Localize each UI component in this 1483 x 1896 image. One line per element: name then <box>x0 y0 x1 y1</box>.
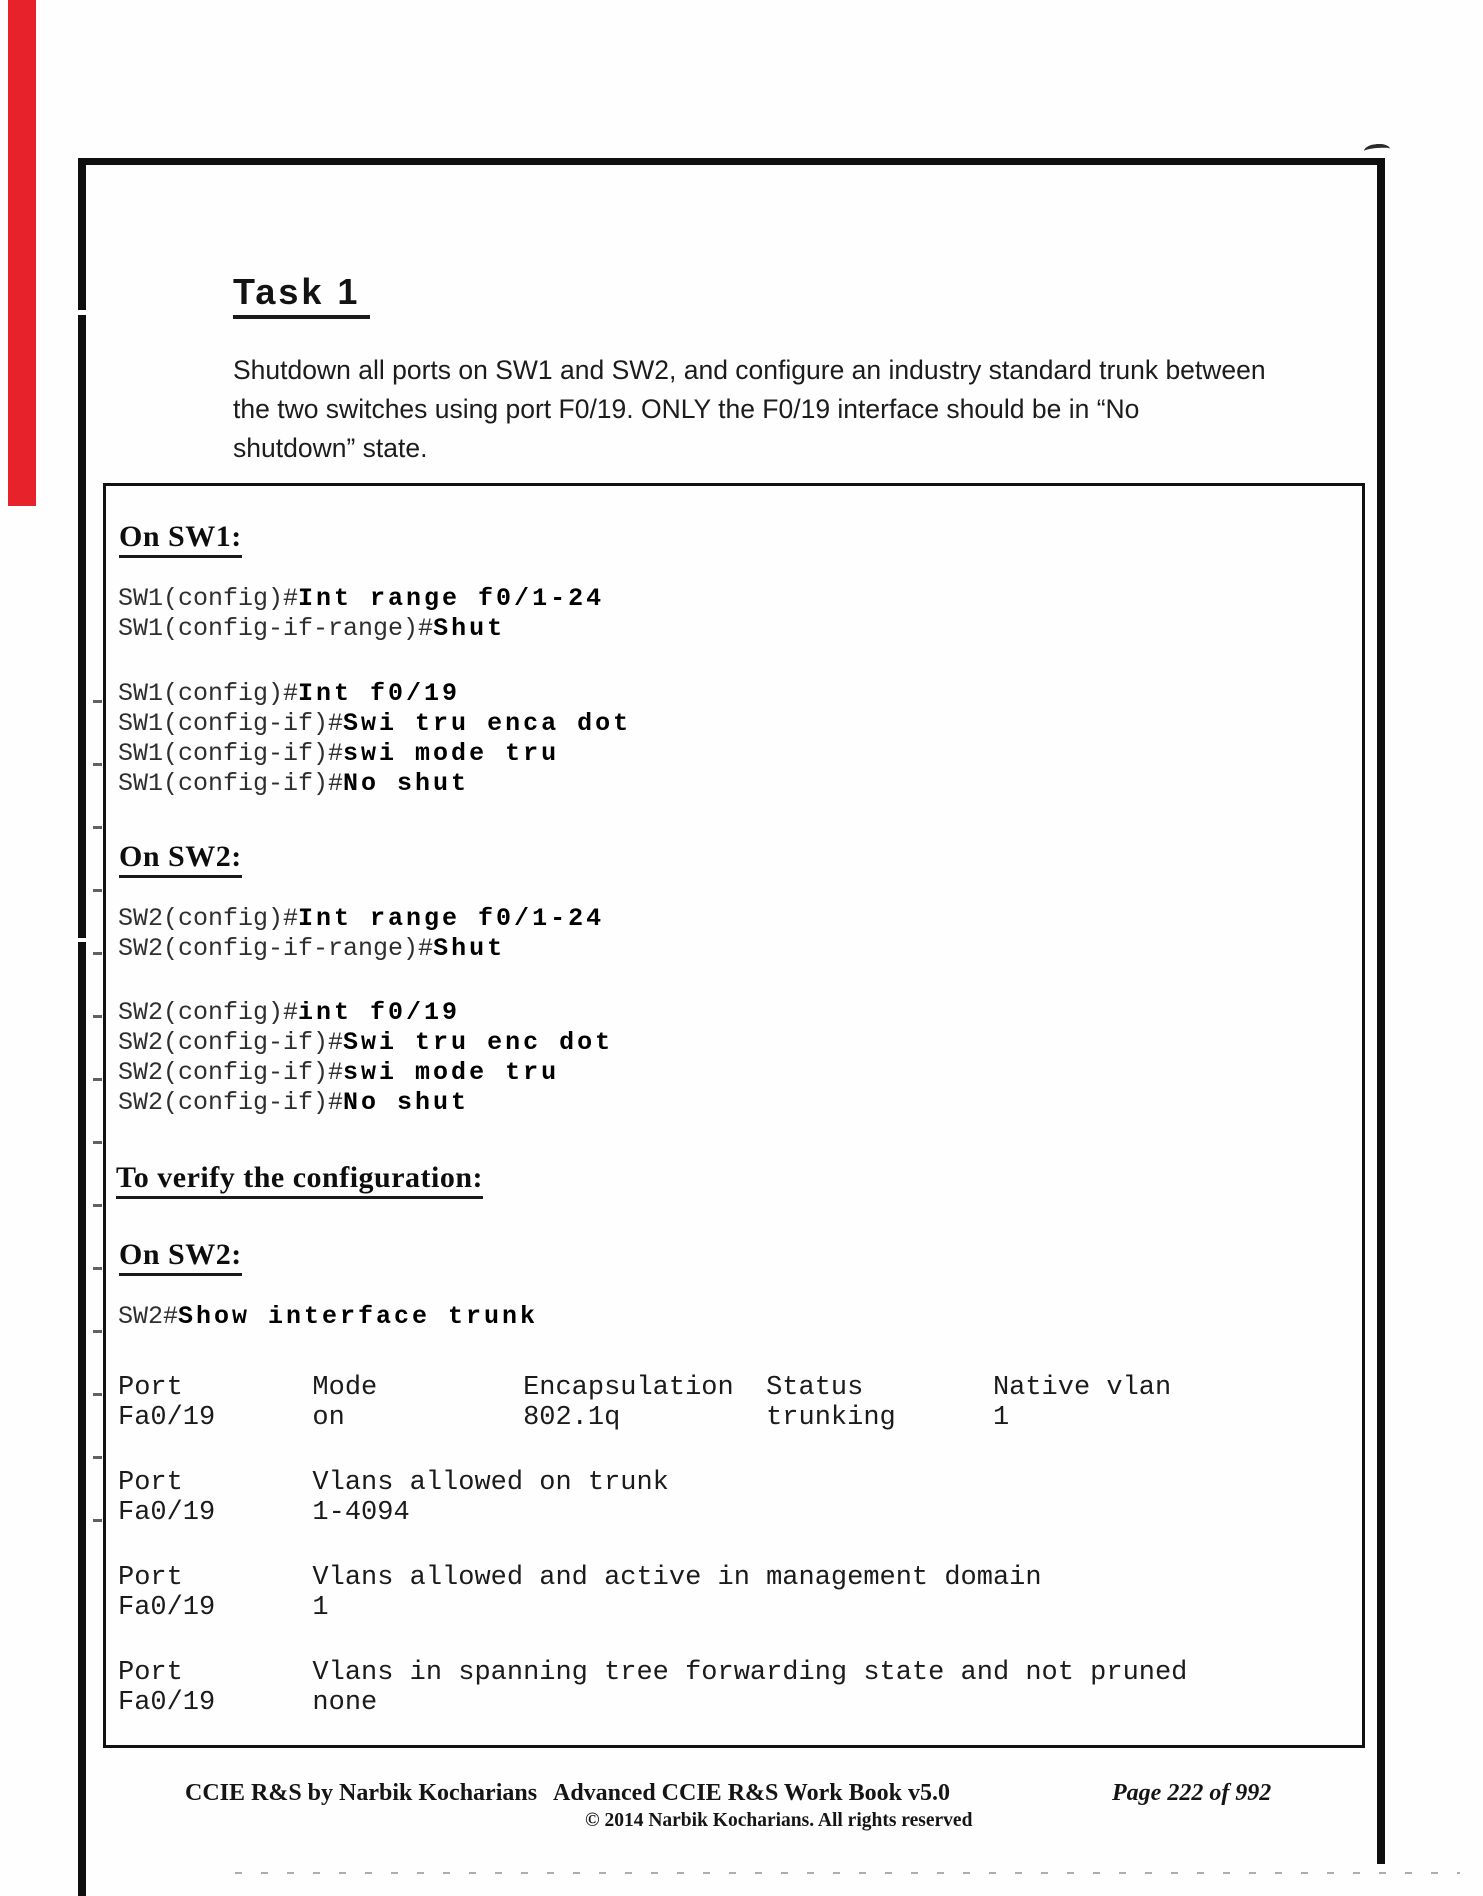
code-command: Show interface trunk <box>178 1302 539 1331</box>
task-title: Task 1 <box>233 274 370 319</box>
code-prompt: SW1(config-if)# <box>118 769 344 798</box>
code-prompt: SW2(config-if)# <box>118 1058 344 1087</box>
trunk-output-vlans-allowed <box>118 1468 669 1528</box>
code-prompt: SW1(config)# <box>118 679 299 708</box>
code-prompt: SW2(config-if)# <box>118 1088 344 1117</box>
code-line <box>118 1028 613 1058</box>
trunk-output-line: Fa0/19 none <box>118 1688 378 1718</box>
section-heading-on-sw1: On SW1: <box>119 520 242 558</box>
page-border-left <box>78 158 86 1896</box>
code-block-sw1-shutdown <box>118 584 604 644</box>
code-command: Shut <box>433 614 506 643</box>
page-border-top <box>78 158 1385 165</box>
code-command: Swi tru enca dot <box>343 709 632 738</box>
code-prompt: SW1(config)# <box>118 584 299 613</box>
section-heading-on-sw2: On SW2: <box>119 840 242 878</box>
code-block-sw2-trunk <box>118 998 613 1118</box>
code-prompt: SW1(config-if)# <box>118 709 344 738</box>
code-command: No shut <box>343 769 470 798</box>
code-line <box>118 739 631 769</box>
code-prompt: SW2# <box>118 1302 179 1331</box>
code-command: No shut <box>343 1088 470 1117</box>
code-block-sw2-shutdown <box>118 904 604 964</box>
code-prompt: SW2(config-if)# <box>118 1028 344 1057</box>
red-scan-mark <box>8 0 36 506</box>
code-line <box>118 1302 538 1332</box>
code-line <box>118 1058 613 1088</box>
trunk-output-status <box>118 1373 1171 1433</box>
code-command: swi mode tru <box>343 1058 560 1087</box>
footer-book-title: Advanced CCIE R&S Work Book v5.0 <box>553 1780 950 1806</box>
footer-book-author: CCIE R&S by Narbik Kocharians <box>185 1780 538 1806</box>
code-prompt: SW2(config-if-range)# <box>118 934 434 963</box>
code-prompt: SW1(config-if-range)# <box>118 614 434 643</box>
code-command: Int range f0/1-24 <box>298 584 605 613</box>
code-line <box>118 584 604 614</box>
code-command: Int range f0/1-24 <box>298 904 605 933</box>
code-line <box>118 614 604 644</box>
section-heading-verify: To verify the configuration: <box>116 1161 483 1199</box>
trunk-output-line: Fa0/19 1 <box>118 1593 329 1623</box>
trunk-output-line: Fa0/19 on 802.1q trunking 1 <box>118 1403 1010 1433</box>
trunk-output-vlans-forwarding <box>118 1658 1187 1718</box>
page-border-right <box>1377 160 1385 1864</box>
code-prompt: SW2(config)# <box>118 998 299 1027</box>
code-prompt: SW2(config)# <box>118 904 299 933</box>
code-command: Shut <box>433 934 506 963</box>
code-block-show-trunk <box>118 1302 538 1332</box>
code-line <box>118 679 631 709</box>
task-description-line: shutdown” state. <box>233 433 428 463</box>
code-line <box>118 998 613 1028</box>
code-line <box>118 709 631 739</box>
code-line <box>118 934 604 964</box>
code-block-sw1-trunk <box>118 679 631 799</box>
code-prompt: SW1(config-if)# <box>118 739 344 768</box>
code-command: Swi tru enc dot <box>343 1028 614 1057</box>
task-description-line: Shutdown all ports on SW1 and SW2, and configure an industry standard trunk between <box>233 355 1266 385</box>
code-command: int f0/19 <box>298 998 461 1027</box>
trunk-output-line: Port Vlans allowed on trunk <box>118 1468 669 1498</box>
code-line <box>118 769 631 799</box>
code-command: Int f0/19 <box>298 679 461 708</box>
scan-noise-bottom-line <box>235 1872 1460 1874</box>
scan-notch <box>76 938 88 942</box>
trunk-output-line: Port Mode Encapsulation Status Native vlan <box>118 1373 1172 1403</box>
trunk-output-vlans-active <box>118 1563 1042 1623</box>
code-command: swi mode tru <box>343 739 560 768</box>
task-description <box>233 351 1313 468</box>
code-line <box>118 1088 613 1118</box>
footer-page-number: Page 222 of 992 <box>1112 1780 1272 1806</box>
trunk-output-line: Port Vlans in spanning tree forwarding state and not pruned <box>118 1658 1188 1688</box>
trunk-output-line: Port Vlans allowed and active in management domain <box>118 1563 1042 1593</box>
footer-copyright: © 2014 Narbik Kocharians. All rights reserved <box>585 1810 973 1831</box>
pen-squiggle-mark <box>1364 143 1391 157</box>
scan-notch <box>76 310 88 315</box>
section-heading-on-sw2-verify: On SW2: <box>119 1238 242 1276</box>
scan-noise-ticks <box>93 640 102 1570</box>
task-description-line: the two switches using port F0/19. ONLY the F0/19 interface should be in “No <box>233 394 1140 424</box>
code-line <box>118 904 604 934</box>
trunk-output-line: Fa0/19 1-4094 <box>118 1498 410 1528</box>
